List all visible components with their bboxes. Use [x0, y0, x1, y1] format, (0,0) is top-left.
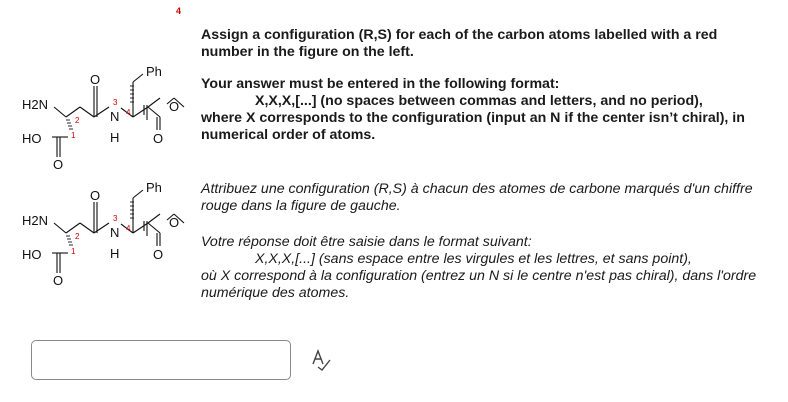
molecule-figure-1 — [22, 62, 202, 182]
question-number: 4 — [176, 6, 182, 16]
stereo-number-1: 1 — [71, 131, 76, 140]
n-label: N — [110, 225, 120, 240]
o-label: O — [53, 157, 64, 172]
stereo-number-2: 2 — [75, 232, 80, 241]
stereo-number-3: 3 — [113, 214, 118, 223]
o-label: O — [169, 215, 180, 230]
stereo-number-2: 2 — [75, 116, 80, 125]
stereo-number-3: 3 — [113, 98, 118, 107]
format-heading: Your answer must be entered in the following format: — [201, 76, 560, 92]
stereo-number-1: 1 — [71, 247, 76, 256]
spell-check-icon[interactable] — [308, 348, 334, 372]
ho-label: HO — [22, 247, 42, 262]
instructions-english — [201, 27, 761, 144]
o-label: O — [169, 99, 180, 114]
h2n-label: H2N — [22, 213, 49, 228]
ho-label: HO — [22, 131, 42, 146]
instructions-intro-fr: Attribuez une configuration (R,S) à chacun des atomes de carbone marqués d'un chiffre rouge dans la figure de gauche. — [201, 181, 753, 214]
molecule-structure — [22, 62, 202, 182]
o-label: O — [90, 72, 101, 87]
instructions-french — [201, 181, 761, 302]
stereo-number-4: 4 — [126, 108, 131, 117]
format-example-text: X,X,X,[...] (no spaces between commas and letters, and no period), — [255, 93, 703, 109]
ph-label: Ph — [146, 64, 162, 79]
h-label: H — [110, 246, 120, 261]
format-heading-fr: Votre réponse doit être saisie dans le format suivant: — [201, 234, 532, 250]
answer-input[interactable] — [31, 340, 291, 380]
o-label: O — [153, 247, 164, 262]
format-example — [201, 93, 761, 110]
o-label: O — [90, 188, 101, 203]
format-example-text-fr: X,X,X,[...] (sans espace entre les virgules et les lettres, et sans point), — [255, 251, 692, 267]
format-example-fr — [201, 251, 761, 268]
molecule-figure-2 — [22, 178, 202, 298]
n-label: N — [110, 109, 120, 124]
h2n-label: H2N — [22, 97, 49, 112]
h-label: H — [110, 130, 120, 145]
molecule-structure — [22, 178, 202, 298]
ph-label: Ph — [146, 180, 162, 195]
o-label: O — [53, 273, 64, 288]
instructions-intro: Assign a configuration (R,S) for each of the carbon atoms labelled with a red number in the figure on the left. — [201, 27, 718, 60]
stereo-number-4: 4 — [126, 224, 131, 233]
format-explanation: where X corresponds to the configuration (input an N if the center isn’t chiral), in numerical order of atoms. — [201, 110, 745, 143]
format-explanation-fr: où X correspond à la configuration (entrez un N si le centre n'est pas chiral), dans l'ordre numérique des atomes. — [201, 268, 757, 301]
o-label: O — [153, 131, 164, 146]
